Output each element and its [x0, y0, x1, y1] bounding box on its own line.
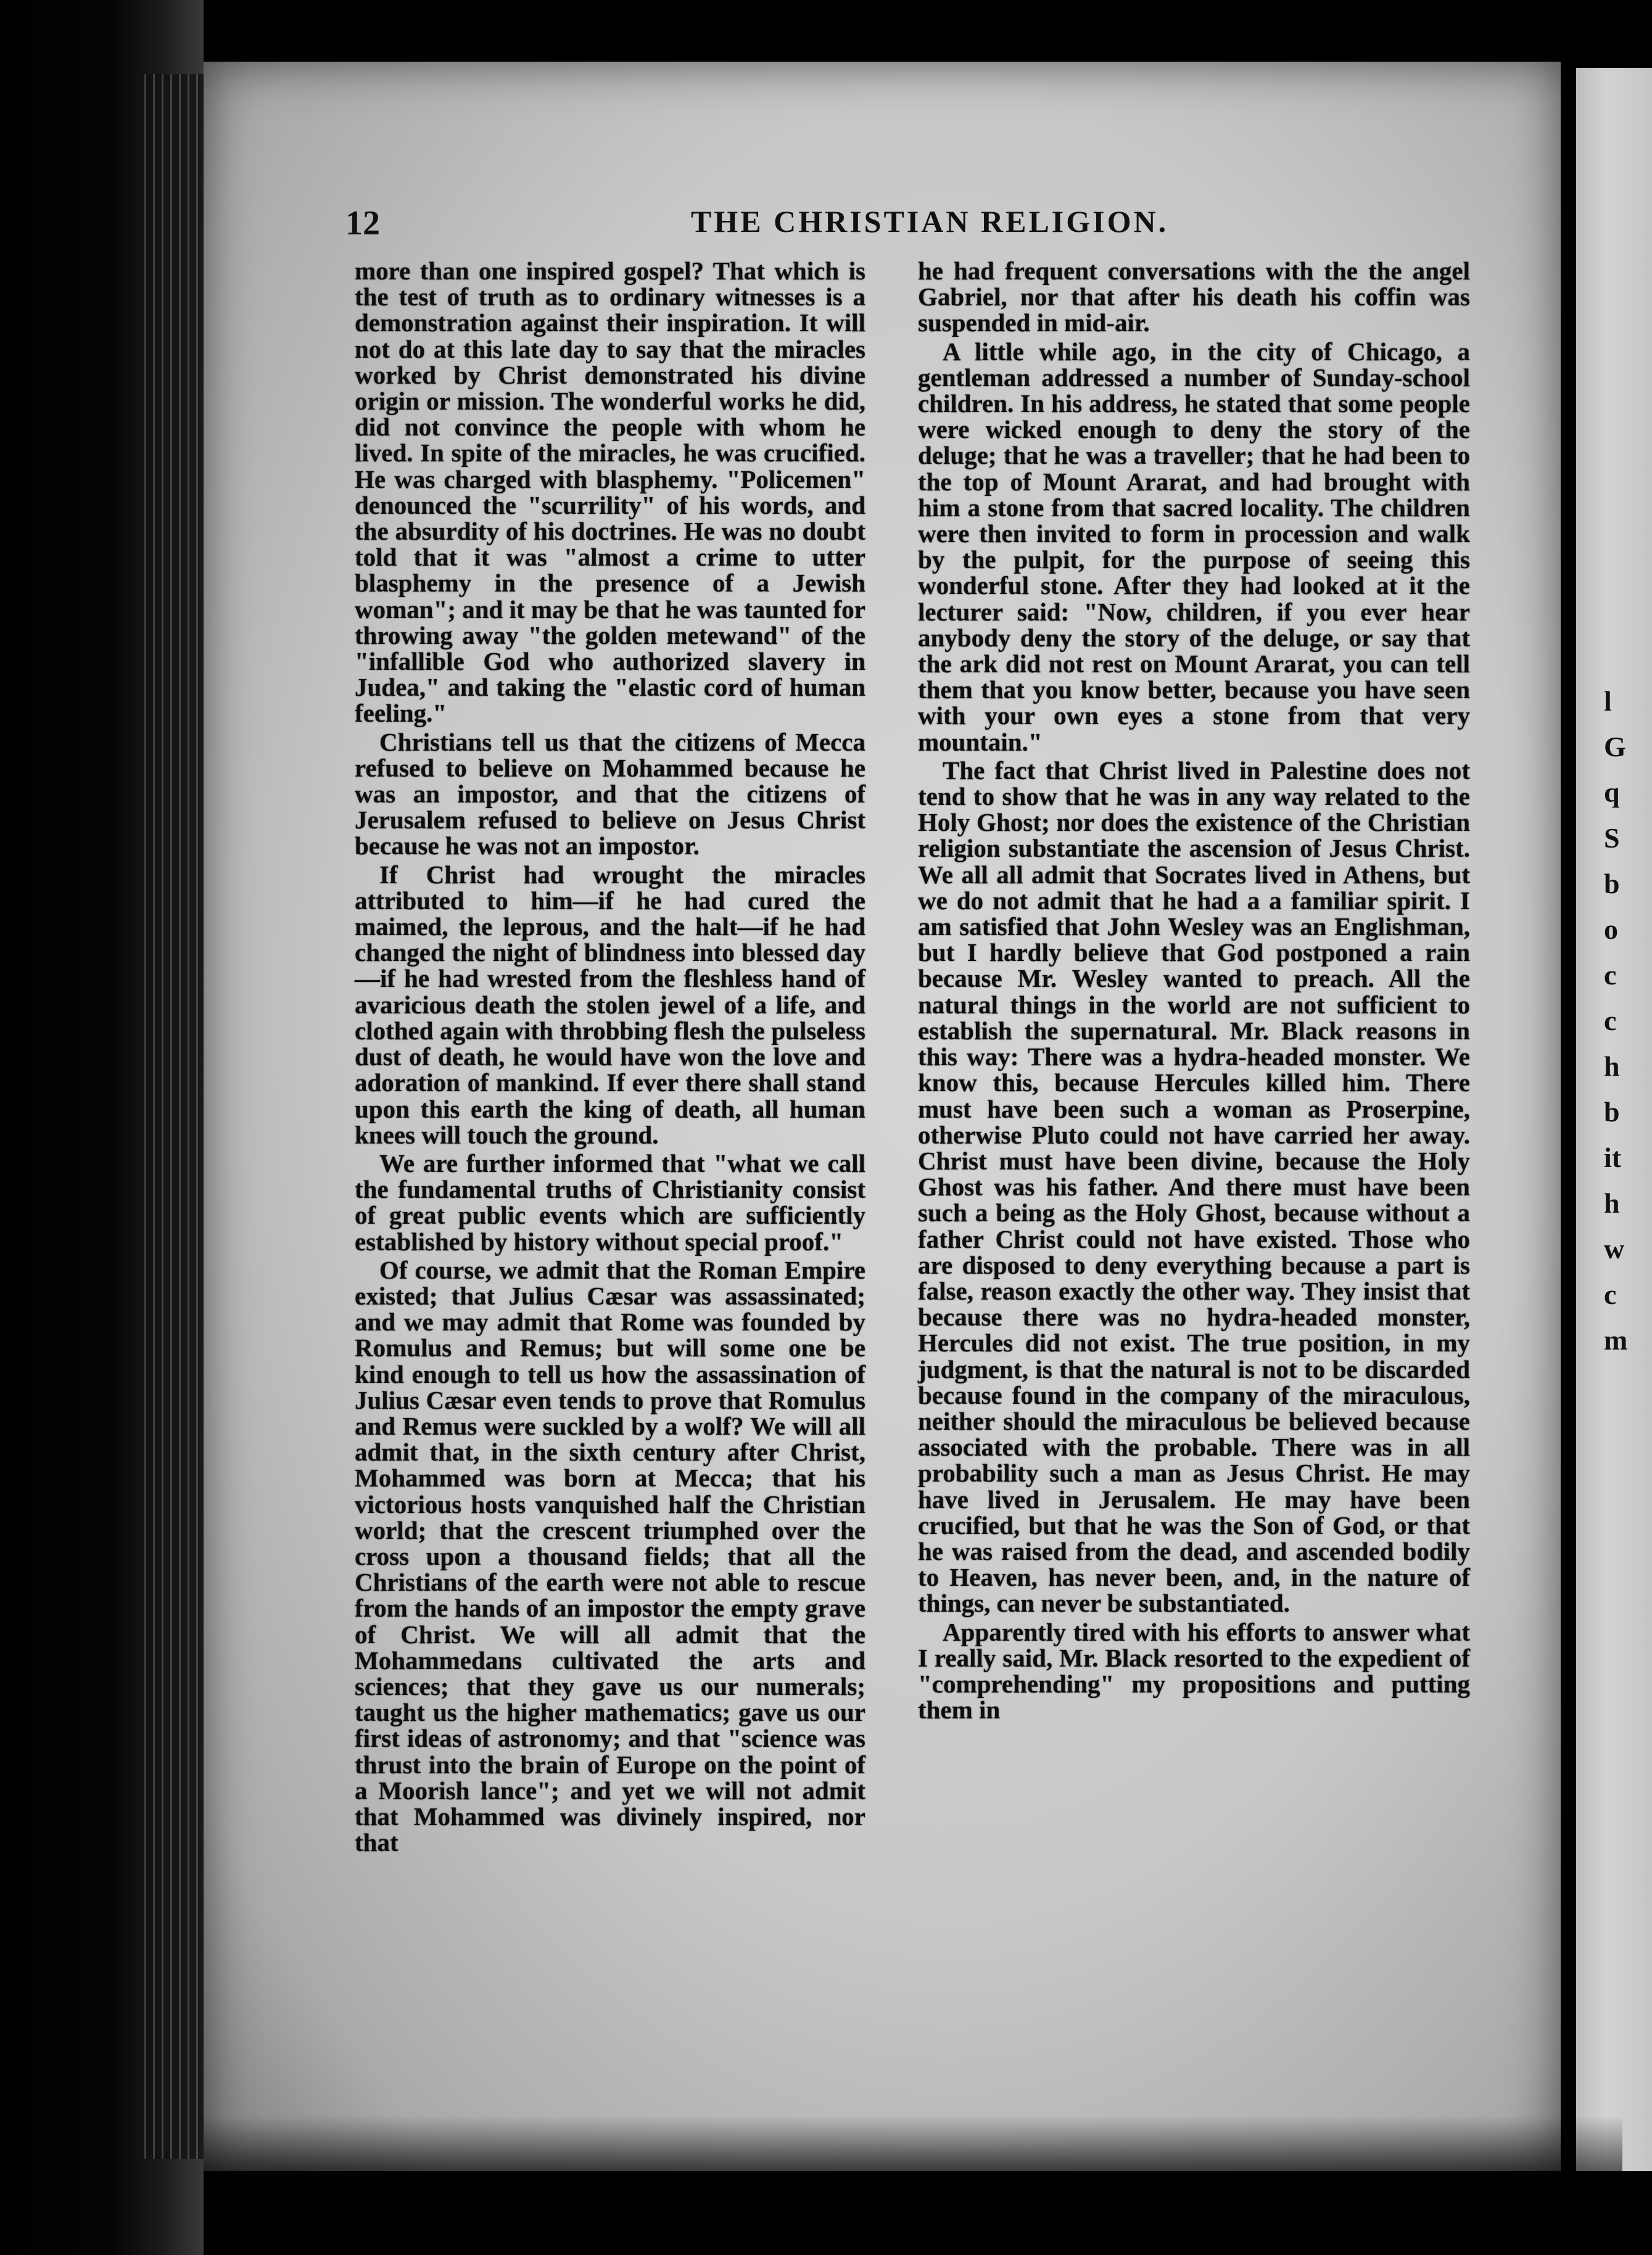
- bottom-shadow: [204, 2116, 1622, 2255]
- right-text-column: [918, 258, 1470, 1723]
- paragraph: Apparently tired with his efforts to answer what I really said, Mr. Black resorted to the expedient of "comprehending" my propositions and putting them in: [918, 1617, 1470, 1725]
- paragraph: A little while ago, in the city of Chicago, a gentleman addressed a number of Sunday-school children. In his address, he stated that some people were wicked enough to deny the story of the deluge; that he was a traveller; that he had been to the top of Mount Ararat, and had brought with him a stone from that sacred locality. The children were then invited to form in procession and walk by the pulpit, for the purpose of seeing this wonderful stone. After they had looked at it the lecturer said: "Now, children, if you ever hear anybody deny the story of the deluge, or say that the ark did not rest on Mount Ararat, you can tell them that you know better, because you have seen with your own eyes a stone from that very mountain.": [918, 337, 1470, 756]
- facing-page-text-fragments: l G q S b o c c h b it h w c m: [1604, 685, 1628, 1356]
- paragraph: We are further informed that "what we call the fundamental truths of Christianity consist of great public events which are sufficiently established by history without special proof.": [355, 1148, 865, 1256]
- paragraph: The fact that Christ lived in Palestine does not tend to show that he was in any way related to the Holy Ghost; nor does the existence of the Christian religion substantiate the ascension of Jesus Christ. We all all admit that Socrates lived in Athens, but we do not admit that he had a a familiar spirit. I am satisfied that John Wesley was an Englishman, but I hardly believe that God postponed a rain because Mr. Wesley wanted to preach. All the natural things in the world are not sufficient to establish the supernatural. Mr. Black reasons in this way: There was a hydra-headed monster. We know this, because Hercules killed him. There must have been such a woman as Proserpine, otherwise Pluto could not have carried her away. Christ must have been divine, because the Holy Ghost was his father. And there must have been such a being as the Holy Ghost, because without a father Christ could not have existed. Those who are disposed to deny everything because a part is false, reason exactly the other way. They insist that because there was no hydra-headed monster, Hercules did not exist. The true position, in my judgment, is that the natural is not to be discarded because found in the company of the miraculous, neither should the miraculous be believed because associated with the probable. There was in all probability such a man as Jesus Christ. He may have lived in Jerusalem. He may have been crucified, but that he was the Son of God, or that he was raised from the dead, and ascended bodily to Heaven, has never been, and, in the nature of things, can never be substantiated.: [918, 756, 1470, 1618]
- paragraph: more than one inspired gospel? That which is the test of truth as to ordinary witnesses is a demonstration against their inspiration. It will not do at this late day to say that the miracles worked by Christ demonstrated his divine origin or mission. The wonderful works he did, did not convince the people with whom he lived. In spite of the miracles, he was crucified. He was charged with blasphemy. "Policemen" denounced the "scurrility" of his words, and the absurdity of his doctrines. He was no doubt told that it was "almost a crime to utter blasphemy in the presence of a Jewish woman"; and it may be that he was taunted for throwing away "the golden metewand" of the "infallible God who authorized slavery in Judea," and taking the "elastic cord of human feeling.": [355, 257, 865, 728]
- paragraph: Christians tell us that the citizens of Mecca refused to believe on Mohammed because he was an impostor, and that the citizens of Jerusalem refused to believe on Jesus Christ because he was not an impostor.: [355, 727, 865, 860]
- page-number: 12: [345, 204, 380, 242]
- paragraph: If Christ had wrought the miracles attributed to him—if he had cured the maimed, the leprous, and the halt—if he had changed the night of blindness into blessed day—if he had wrested from the fleshless hand of avaricious death the stolen jewel of a life, and clothed again with throbbing flesh the pulseless dust of death, he would have won the love and adoration of mankind. If ever there shall stand upon this earth the king of death, all human knees will touch the ground.: [355, 860, 865, 1149]
- left-text-column: [355, 258, 865, 1855]
- page-header: [345, 204, 1493, 241]
- paragraph: he had frequent conversations with the the angel Gabriel, nor that after his death his coffin was suspended in mid-air.: [918, 257, 1470, 337]
- paragraph: Of course, we admit that the Roman Empire existed; that Julius Cæsar was assassinated; and we may admit that Rome was founded by Romulus and Remus; but will some one be kind enough to tell us how the assassination of Julius Cæsar even tends to prove that Romulus and Remus were suckled by a wolf? We will all admit that, in the sixth century after Christ, Mohammed was born at Mecca; that his victorious hosts vanquished half the Christian world; that the crescent triumphed over the cross upon a thousand fields; that all the Christians of the earth were not able to rescue from the hands of an impostor the empty grave of Christ. We will all admit that the Mohammedans cultivated the arts and sciences; that they gave us our numerals; taught us the higher mathematics; gave us our first ideas of astronomy; and that "science was thrust into the brain of Europe on the point of a Moorish lance"; and yet we will not admit that Mohammed was divinely inspired, nor that: [355, 1255, 865, 1857]
- running-head-title: THE CHRISTIAN RELIGION.: [691, 204, 1169, 239]
